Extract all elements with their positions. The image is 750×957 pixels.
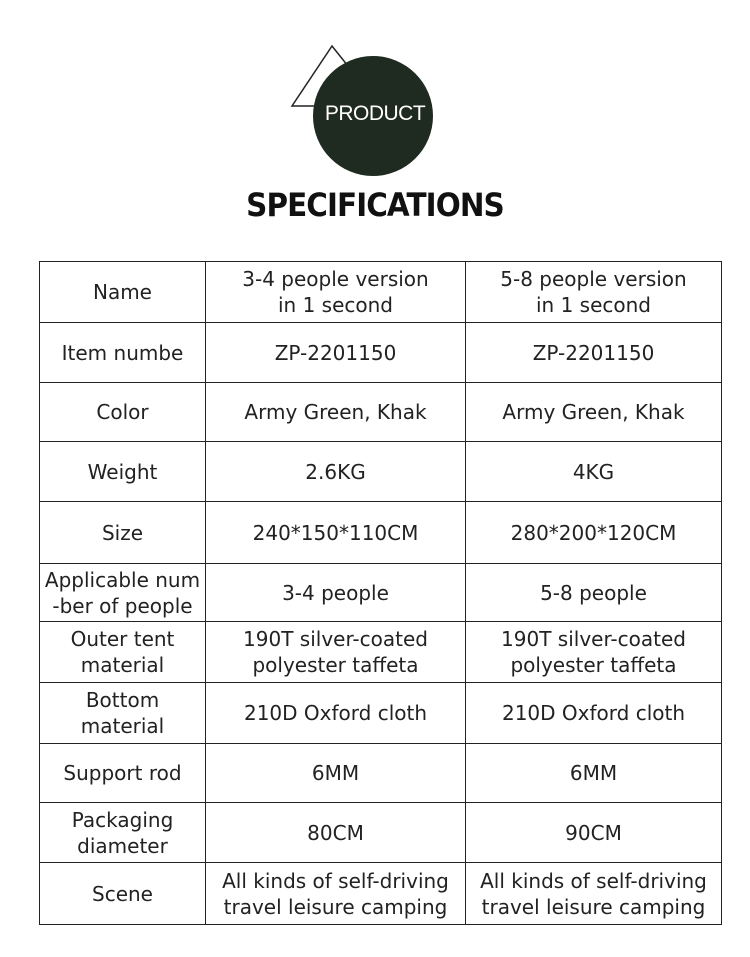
cell-text-line: 90CM <box>565 820 622 845</box>
product-badge-label: PRODUCT <box>324 102 426 125</box>
cell-text-line: Color <box>96 400 149 424</box>
table-row <box>40 744 722 803</box>
value-cell-5-8 <box>466 442 722 502</box>
table-row <box>40 383 722 442</box>
cell-text-line: ZP-2201150 <box>274 340 397 365</box>
value-cell-5-8 <box>466 502 722 564</box>
cell-text-line: 4KG <box>572 459 615 484</box>
cell-text-line: 6MM <box>311 761 360 785</box>
cell-text-line: 2.6KG <box>305 459 366 484</box>
row-label-cell <box>40 863 206 925</box>
table-row <box>40 622 722 683</box>
table-row <box>40 262 722 323</box>
row-label-cell <box>40 502 206 564</box>
value-cell-5-8 <box>466 744 722 803</box>
row-label-cell <box>40 383 206 442</box>
value-cell-5-8 <box>466 262 722 323</box>
cell-text-line: diameter <box>77 833 168 858</box>
cell-text-line: Support rod <box>63 761 182 785</box>
cell-text-line: 240*150*110CM <box>252 520 419 545</box>
value-cell-3-4 <box>206 323 466 383</box>
value-cell-3-4 <box>206 564 466 622</box>
cell-text-line: polyester taffeta <box>252 653 419 677</box>
value-cell-5-8 <box>466 564 722 622</box>
cell-text-line: material <box>80 653 165 677</box>
cell-text-line: 210D Oxford cloth <box>501 701 686 725</box>
cell-text-line: 3-4 people version <box>242 267 429 291</box>
value-cell-3-4 <box>206 442 466 502</box>
cell-text-line: 80CM <box>307 820 364 845</box>
cell-text-line: All kinds of self-driving <box>222 868 449 893</box>
cell-text-line: Item numbe <box>61 340 184 365</box>
value-cell-5-8 <box>466 863 722 925</box>
cell-text-line: travel leisure camping <box>481 894 706 919</box>
cell-text-line: Army Green, Khak <box>502 400 685 424</box>
cell-text-line: polyester taffeta <box>510 653 677 677</box>
table-row <box>40 442 722 502</box>
value-cell-5-8 <box>466 323 722 383</box>
cell-text-line: Weight <box>87 459 158 484</box>
cell-text-line: 190T silver-coated <box>501 627 686 651</box>
cell-text-line: 280*200*120CM <box>510 520 677 545</box>
cell-text-line: ZP-2201150 <box>532 340 655 365</box>
row-label-cell <box>40 622 206 683</box>
cell-text-line: Size <box>101 520 144 545</box>
value-cell-5-8 <box>466 622 722 683</box>
cell-text-line: Bottom <box>85 688 160 712</box>
row-label-cell <box>40 683 206 744</box>
row-label-cell <box>40 564 206 622</box>
cell-text-line: in 1 second <box>536 293 651 317</box>
value-cell-3-4 <box>206 502 466 564</box>
page-title: SPECIFICATIONS <box>246 186 504 224</box>
cell-text-line: Scene <box>92 881 153 906</box>
cell-text-line: material <box>80 714 165 738</box>
row-label-cell <box>40 442 206 502</box>
value-cell-3-4 <box>206 262 466 323</box>
cell-text-line: travel leisure camping <box>223 894 448 919</box>
cell-text-line: 5-8 people version <box>500 267 687 291</box>
cell-text-line: -ber of people <box>52 593 193 618</box>
row-label-cell <box>40 744 206 803</box>
row-label-cell <box>40 803 206 863</box>
cell-text-line: 190T silver-coated <box>243 627 428 651</box>
table-row <box>40 502 722 564</box>
value-cell-3-4 <box>206 383 466 442</box>
value-cell-3-4 <box>206 622 466 683</box>
value-cell-5-8 <box>466 803 722 863</box>
cell-text-line: in 1 second <box>278 293 393 317</box>
cell-text-line: 210D Oxford cloth <box>243 701 428 725</box>
cell-text-line: All kinds of self-driving <box>480 868 707 893</box>
cell-text-line: Applicable num <box>44 567 201 592</box>
cell-text-line: 5-8 people <box>540 580 647 605</box>
cell-text-line: 3-4 people <box>282 580 389 605</box>
table-row <box>40 863 722 925</box>
table-row <box>40 323 722 383</box>
value-cell-3-4 <box>206 803 466 863</box>
row-label-cell <box>40 323 206 383</box>
value-cell-3-4 <box>206 683 466 744</box>
value-cell-3-4 <box>206 863 466 925</box>
cell-text-line: 6MM <box>569 761 618 785</box>
table-row <box>40 803 722 863</box>
value-cell-3-4 <box>206 744 466 803</box>
specifications-table <box>39 261 722 925</box>
value-cell-5-8 <box>466 383 722 442</box>
table-row <box>40 564 722 622</box>
value-cell-5-8 <box>466 683 722 744</box>
cell-text-line: Name <box>92 280 152 304</box>
cell-text-line: Army Green, Khak <box>244 400 427 424</box>
cell-text-line: Outer tent <box>70 627 175 651</box>
row-label-cell <box>40 262 206 323</box>
table-row <box>40 683 722 744</box>
cell-text-line: Packaging <box>71 807 174 832</box>
